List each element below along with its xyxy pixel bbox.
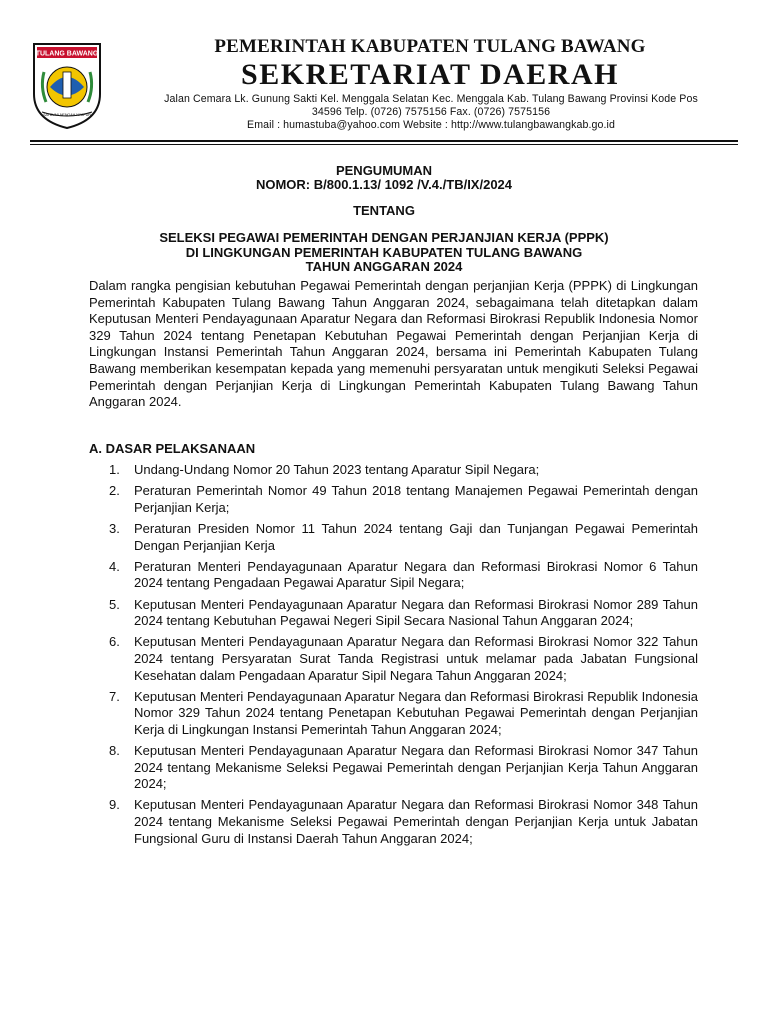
list-item <box>109 634 698 684</box>
legal-basis-list <box>109 462 698 852</box>
intro-paragraph: Dalam rangka pengisian kebutuhan Pegawai Pemerintah dengan perjanjian Kerja (PPPK) di Lingkungan Pemerintah Kabupaten Tulang Bawang Tahun Anggaran 2024, sebagaimana telah ditetapkan dalam Keputusan Menteri Pendayagunaan Aparatur Negara dan Reformasi Birokrasi Republik Indonesia Nomor 329 Tahun 2024 tentang Penetapan Kebutuhan Pegawai Pemerintah dengan Perjanjian Kerja di Lingkungan Instansi Pemerintah Tahun Anggaran 2024, bersama ini Pemerintah Kabupaten Tulang Bawang memberikan kesempatan kepada yang memenuhi persyaratan untuk mengikuti Seleksi Pegawai Pemerintah dengan Perjanjian Kerja di Lingkungan Pemerintah Kabupaten Tulang Bawang Tahun Anggaran 2024. <box>89 278 698 410</box>
list-item-text: Peraturan Presiden Nomor 11 Tahun 2024 tentang Gaji dan Tunjangan Pegawai Pemerintah Dengan Perjanjian Kerja <box>134 520 698 553</box>
address-line-1: Jalan Cemara Lk. Gunung Sakti Kel. Menggala Selatan Kec. Menggala Kab. Tulang Bawang Provinsi Kode Pos <box>164 93 698 105</box>
announcement-title <box>60 231 708 275</box>
address-line-2: 34596 Telp. (0726) 7575156 Fax. (0726) 7575156 <box>311 106 551 118</box>
title-line-2: DI LINGKUNGAN PEMERINTAH KABUPATEN TULANG BAWANG <box>185 244 583 260</box>
list-item-number: 9. <box>109 797 120 813</box>
list-item <box>109 689 698 739</box>
list-item-number: 5. <box>109 596 120 612</box>
list-item-number: 1. <box>109 462 120 477</box>
letterhead-divider-thick <box>30 140 738 142</box>
list-item-text: Keputusan Menteri Pendayagunaan Aparatur Negara dan Reformasi Birokrasi Nomor 322 Tahun 2024 tentang Persyaratan Surat Tanda Registrasi untuk melamar pada Jabatan Fungsional Kesehatan dalam Pengadaan Aparatur Sipil Negara Tahun Anggaran 2024; <box>134 634 698 683</box>
list-item-number: 3. <box>109 520 120 536</box>
list-item-text: Keputusan Menteri Pendayagunaan Aparatur Negara dan Reformasi Birokrasi Nomor 289 Tahun 2024 tentang Kebutuhan Pegawai Negeri Sipil Secara Nasional Tahun Anggaran 2024; <box>134 596 698 629</box>
letterhead-address <box>106 93 756 132</box>
letterhead-divider-thin <box>30 144 738 145</box>
letterhead-government-name: PEMERINTAH KABUPATEN TULANG BAWANG <box>214 36 646 57</box>
list-item-number: 7. <box>109 688 120 704</box>
list-item <box>109 521 698 554</box>
announcement-label: PENGUMUMAN <box>335 163 433 178</box>
list-item-number: 2. <box>109 483 120 499</box>
list-item-text: Undang-Undang Nomor 20 Tahun 2023 tentang Aparatur Sipil Negara; <box>134 462 540 477</box>
list-item <box>109 559 698 592</box>
list-item-text: Keputusan Menteri Pendayagunaan Aparatur Negara dan Reformasi Birokrasi Republik Indonesia Nomor 329 Tahun 2024 tentang Penetapan Kebutuhan Pegawai Pemerintah dengan Perjanjian Kerja di Lingkungan Instansi Pemerintah Tahun Anggaran 2024; <box>134 688 698 737</box>
list-item-number: 4. <box>109 558 120 574</box>
list-item-number: 8. <box>109 743 120 759</box>
title-line-3: TAHUN ANGGARAN 2024 <box>305 259 463 274</box>
announcement-about-label: TENTANG <box>353 203 415 218</box>
regency-coat-of-arms-logo <box>32 42 102 130</box>
letterhead-office-name: SEKRETARIAT DAERAH <box>241 58 619 91</box>
announcement-number: NOMOR: B/800.1.13/ 1092 /V.4./TB/IX/2024 <box>255 177 513 192</box>
list-item <box>109 462 698 479</box>
svg-text:SAI BUMI NENGAH NYAPUR: SAI BUMI NENGAH NYAPUR <box>43 113 91 117</box>
address-line-3: Email : humastuba@yahoo.com Website : http://www.tulangbawangkab.go.id <box>247 119 615 131</box>
list-item-text: Peraturan Menteri Pendayagunaan Aparatur Negara dan Reformasi Birokrasi Nomor 6 Tahun 2024 tentang Pengadaan Pegawai Aparatur Sipil Negara; <box>134 558 698 591</box>
list-item <box>109 797 698 847</box>
list-item-text: Peraturan Pemerintah Nomor 49 Tahun 2018 tentang Manajemen Pegawai Pemerintah dengan Perjanjian Kerja; <box>134 483 698 515</box>
list-item <box>109 743 698 793</box>
list-item-number: 6. <box>109 634 120 650</box>
title-line-1: SELEKSI PEGAWAI PEMERINTAH DENGAN PERJANJIAN KERJA (PPPK) <box>159 230 609 245</box>
svg-text:TULANG BAWANG: TULANG BAWANG <box>35 50 99 58</box>
list-item-text: Keputusan Menteri Pendayagunaan Aparatur Negara dan Reformasi Birokrasi Nomor 347 Tahun 2024 tentang Mekanisme Seleksi Pegawai Pemerintah dengan Perjanjian Kerja Tahun Anggaran 2024; <box>134 743 698 792</box>
list-item <box>109 483 698 516</box>
list-item <box>109 597 698 630</box>
list-item-text: Keputusan Menteri Pendayagunaan Aparatur Negara dan Reformasi Birokrasi Nomor 348 Tahun 2024 tentang Mekanisme Seleksi Pegawai Pemerintah dengan Perjanjian Kerja untuk Jabatan Fungsional Guru di Instansi Daerah Tahun Anggaran 2024; <box>134 797 698 846</box>
section-a-title: A. DASAR PELAKSANAAN <box>89 441 256 456</box>
